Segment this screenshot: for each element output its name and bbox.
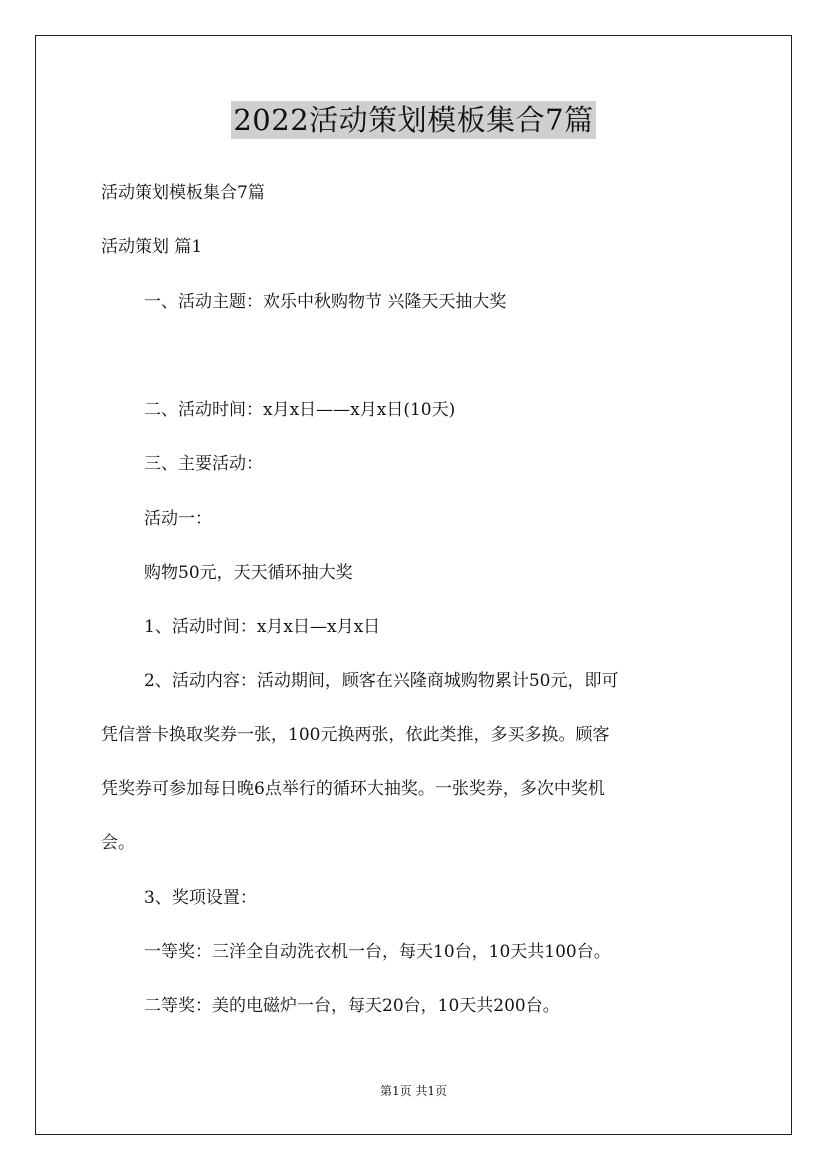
document-subtitle: 活动策划模板集合7篇 xyxy=(101,183,265,203)
activity-content-paragraph xyxy=(101,671,727,853)
activity-one-time: 1、活动时间：x月x日—x月x日 xyxy=(144,617,381,637)
activity-theme: 一、活动主题：欢乐中秋购物节 兴隆天天抽大奖 xyxy=(144,292,507,312)
page-footer: 第1页 共1页 xyxy=(379,1084,448,1098)
activity-one-heading: 活动一： xyxy=(144,509,212,529)
document-title: 2022活动策划模板集合7篇 xyxy=(233,103,594,137)
first-prize: 一等奖：三洋全自动洗衣机一台，每天10台，10天共100台。 xyxy=(144,942,611,962)
paragraph-line: 会。 xyxy=(101,833,135,853)
section-heading: 活动策划 篇1 xyxy=(101,237,203,257)
main-activities-heading: 三、主要活动： xyxy=(144,454,263,474)
paragraph-line: 凭奖券可参加每日晚6点举行的循环大抽奖。一张奖券，多次中奖机 xyxy=(101,779,605,799)
paragraph-line: 2、活动内容：活动期间，顾客在兴隆商城购物累计50元，即可 xyxy=(144,671,619,691)
second-prize: 二等奖：美的电磁炉一台，每天20台，10天共200台。 xyxy=(144,996,560,1016)
title-container xyxy=(0,101,827,139)
activity-one-title: 购物50元，天天循环抽大奖 xyxy=(144,563,353,583)
prize-settings-heading: 3、奖项设置： xyxy=(144,888,257,908)
paragraph-line: 凭信誉卡换取奖券一张，100元换两张，依此类推，多买多换。顾客 xyxy=(101,725,610,745)
activity-time: 二、活动时间：x月x日——x月x日(10天) xyxy=(144,400,456,420)
